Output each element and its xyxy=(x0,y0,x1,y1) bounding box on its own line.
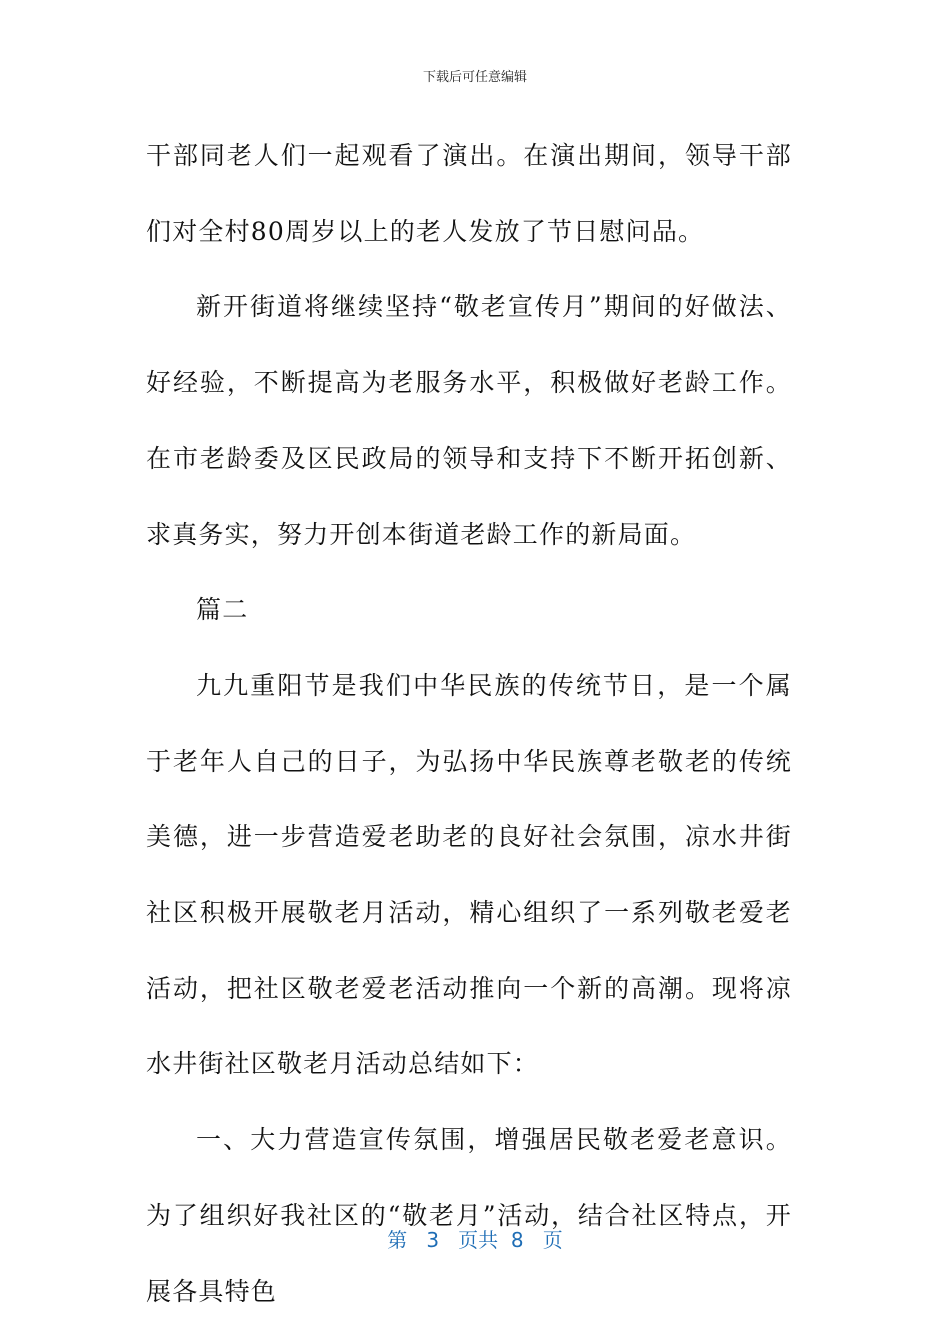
page-footer xyxy=(0,1224,950,1253)
footer-total-pages: 8 xyxy=(510,1228,524,1252)
paragraph-intro: 九九重阳节是我们中华民族的传统节日，是一个属于老年人自己的日子，为弘扬中华民族尊老敬老的传统美德，进一步营造爱老助老的良好社会氛围，凉水井街社区积极开展敬老月活动，精心组织了一系列敬老爱老活动，把社区敬老爱老活动推向一个新的高潮。现将凉水井街社区敬老月活动总结如下： xyxy=(146,670,792,1079)
paragraph-continuation: 干部同老人们一起观看了演出。在演出期间，领导干部们对全村80周岁以上的老人发放了节日慰问品。 xyxy=(146,141,792,246)
footer-prefix: 第 xyxy=(387,1228,408,1252)
footer-suffix: 页 xyxy=(542,1228,563,1252)
section-heading: 篇二 xyxy=(196,595,249,625)
paragraph-summary: 新开街道将继续坚持“敬老宣传月”期间的好做法、好经验，不断提高为老服务水平，积极做好老龄工作。在市老龄委及区民政局的领导和支持下不断开拓创新、求真务实，努力开创本街道老龄工作的新局面。 xyxy=(146,292,792,549)
header-note: 下载后可任意编辑 xyxy=(422,70,527,85)
footer-current-page: 3 xyxy=(426,1228,440,1252)
document-body xyxy=(146,118,792,1329)
paragraph-point-one: 一、大力营造宣传氛围，增强居民敬老爱老意识。为了组织好我社区的“敬老月”活动，结合社区特点，开展各具特色 xyxy=(146,1125,792,1306)
footer-middle: 页共 xyxy=(458,1228,499,1252)
